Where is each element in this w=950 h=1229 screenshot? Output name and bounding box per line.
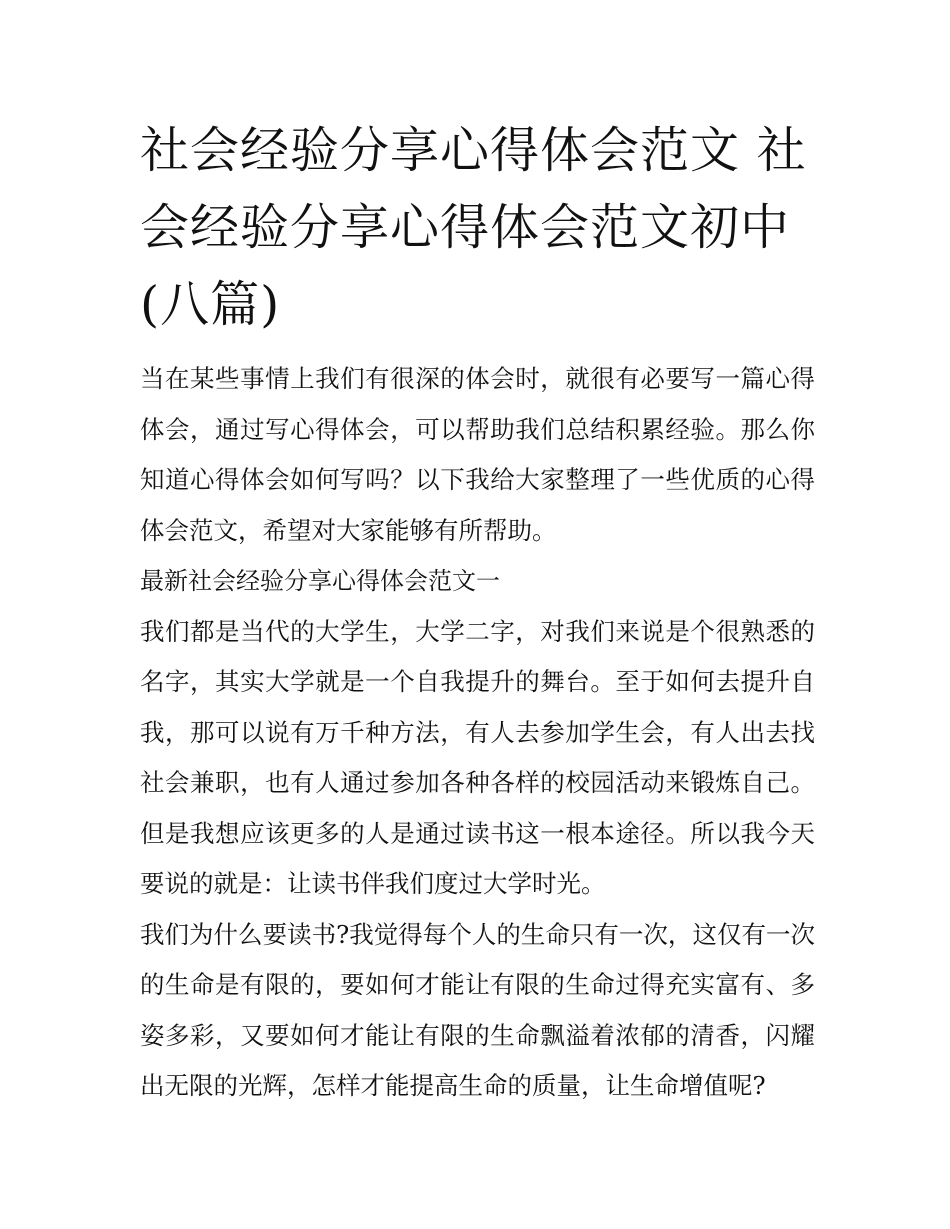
intro-paragraph: 当在某些事情上我们有很深的体会时，就很有必要写一篇心得体会，通过写心得体会，可以帮助我们总结积累经验。那么你知道心得体会如何写吗？以下我给大家整理了一些优质的心得体会范文，希望对大家能够有所帮助。 <box>140 364 815 545</box>
body-paragraph-2: 我们为什么要读书?我觉得每个人的生命只有一次，这仅有一次的生命是有限的，要如何才能让有限的生命过得充实富有、多姿多彩，又要如何才能让有限的生命飘溢着浓郁的清香，闪耀出无限的光辉，怎样才能提高生命的质量，让生命增值呢? <box>140 919 815 1100</box>
body-paragraph-1: 我们都是当代的大学生，大学二字，对我们来说是个很熟悉的名字，其实大学就是一个自我提升的舞台。至于如何去提升自我，那可以说有万千种方法，有人去参加学生会，有人出去找社会兼职，也有人通过参加各种各样的校园活动来锻炼自己。但是我想应该更多的人是通过读书这一根本途径。所以我今天要说的就是：让读书伴我们度过大学时光。 <box>140 616 815 898</box>
document-body <box>140 354 815 1112</box>
document-title: 社会经验分享心得体会范文 社会经验分享心得体会范文初中(八篇) <box>140 122 807 333</box>
section-heading: 最新社会经验分享心得体会范文一 <box>140 567 500 595</box>
